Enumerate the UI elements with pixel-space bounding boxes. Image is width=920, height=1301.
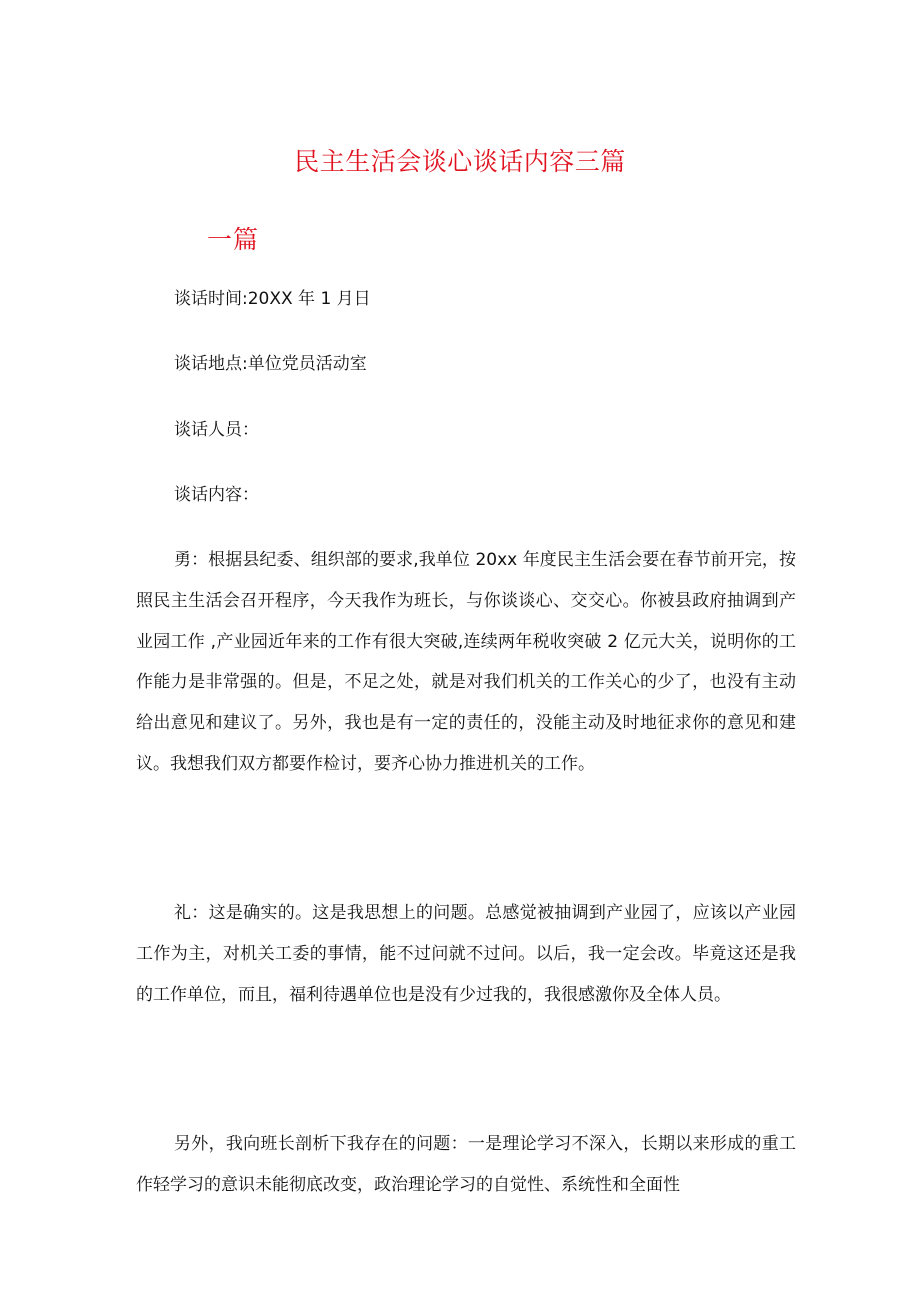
paragraph: 礼：这是确实的。这是我思想上的问题。总感觉被抽调到产业园了，应该以产业园工作为主，对机关工委的事情，能不过问就不过问。以后，我一定会改。毕竟这还是我的工作单位，而且，福利待遇单位也是没有少过我的，我很感激你及全体人员。 [136, 903, 796, 1005]
meta-content: 谈话内容： [174, 485, 259, 505]
meta-people: 谈话人员： [174, 420, 259, 440]
paragraph: 勇：根据县纪委、组织部的要求,我单位 20xx 年度民主生活会要在春节前开完，按照民主生活会召开程序，今天我作为班长，与你谈谈心、交交心。你被县政府抽调到产业园工作 ,产业园近年来的工作有很大突破,连续两年税收突破 2 亿元大关，说明你的工作能力是非常强的。但是，不足之处，就是对我们机关的工作关心的少了，也没有主动给出意见和建议了。另外，我也是有一定的责任的，没能主动及时地征求你的意见和建议。我想我们双方都要作检讨，要齐心协力推进机关的工作。 [136, 550, 796, 774]
document-title: 民主生活会谈心谈话内容三篇 [294, 147, 626, 176]
meta-time: 谈话时间:20XX 年 1 月日 [174, 289, 371, 309]
paragraph: 另外，我向班长剖析下我存在的问题：一是理论学习不深入，长期以来形成的重工作轻学习的意识未能彻底改变，政治理论学习的自觉性、系统性和全面性 [136, 1134, 796, 1195]
meta-place: 谈话地点:单位党员活动室 [174, 354, 367, 374]
section-heading: 一篇 [207, 225, 260, 254]
